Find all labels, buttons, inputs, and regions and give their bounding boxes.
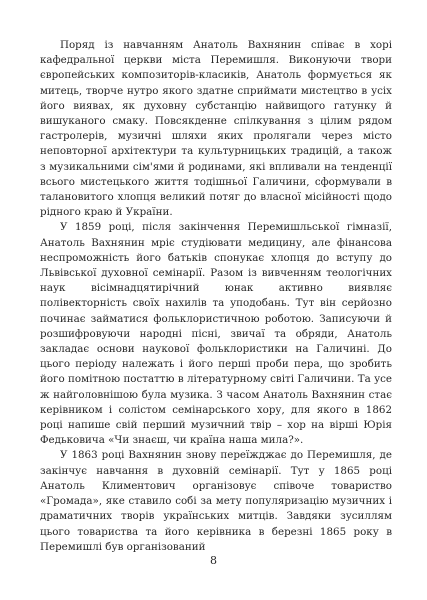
body-text <box>40 38 392 555</box>
paragraph-seminary: У 1859 році, після закінчення Перемишльської гімназії, Анатоль Вахнянин мріє студіювати медицину, але фінансова неспроможність його батьків спонукає хлопця до вступу до Львівської духовної семінарії. Разом із вивченням теологічних наук вісімнадцятирічний юнак активно виявляє полівекторність своїх нахилів та уподобань. Тут він серйозно починає займатися фольклористичною роботою. Записуючи й розшифровуючи народні пісні, звичаї та обряди, Анатоль закладає основи наукової фольклористики на Галичині. До цього періоду належать і його перші проби пера, що зробить його помітною постаттю в літературному світі Галичини. Та усе ж найголовнішою була музика. З часом Анатоль Вахнянин стає керівником і солістом семінарського хору, для якого в 1862 році напише свій перший музичний твір – хор на вірші Юрія Федьковича «Чи знаєш, чи країна наша мила?». <box>40 221 392 447</box>
page-number: 8 <box>210 554 217 567</box>
paragraph-choir: Поряд із навчанням Анатоль Вахнянин співає в хорі кафедральної церкви міста Перемишля. Виконуючи твори європейських композиторів-класиків, Анатоль формується як митець, творче нутро якого здатне сприймати мистецтво в усіх його виявах, як духовну субстанцію найвищого гатунку й вишуканого смаку. Повсякденне спілкування з цілим рядом гастролерів, музичні шляхи яких пролягали через місто неповторної архітектури та культурницьких традицій, а також з музикальними сім'ями й родинами, які впливали на тенденції всього мистецького життя тодішньої Галичини, сформували в талановитого хлопця великий потяг до власної місійності щодо рідного краю й України. <box>40 39 392 219</box>
paragraph-hromada: У 1863 році Вахнянин знову переїжджає до Перемишля, де закінчує навчання в духовній семінарії. Тут у 1865 році Анатоль Климентович організовує співоче товариство «Громада», яке ставило собі за мету популяризацію музичних і драматичних творів українських митців. Завдяки зусиллям цього товариства та його керівника в березні 1865 року в Перемишлі був організований <box>40 449 392 553</box>
